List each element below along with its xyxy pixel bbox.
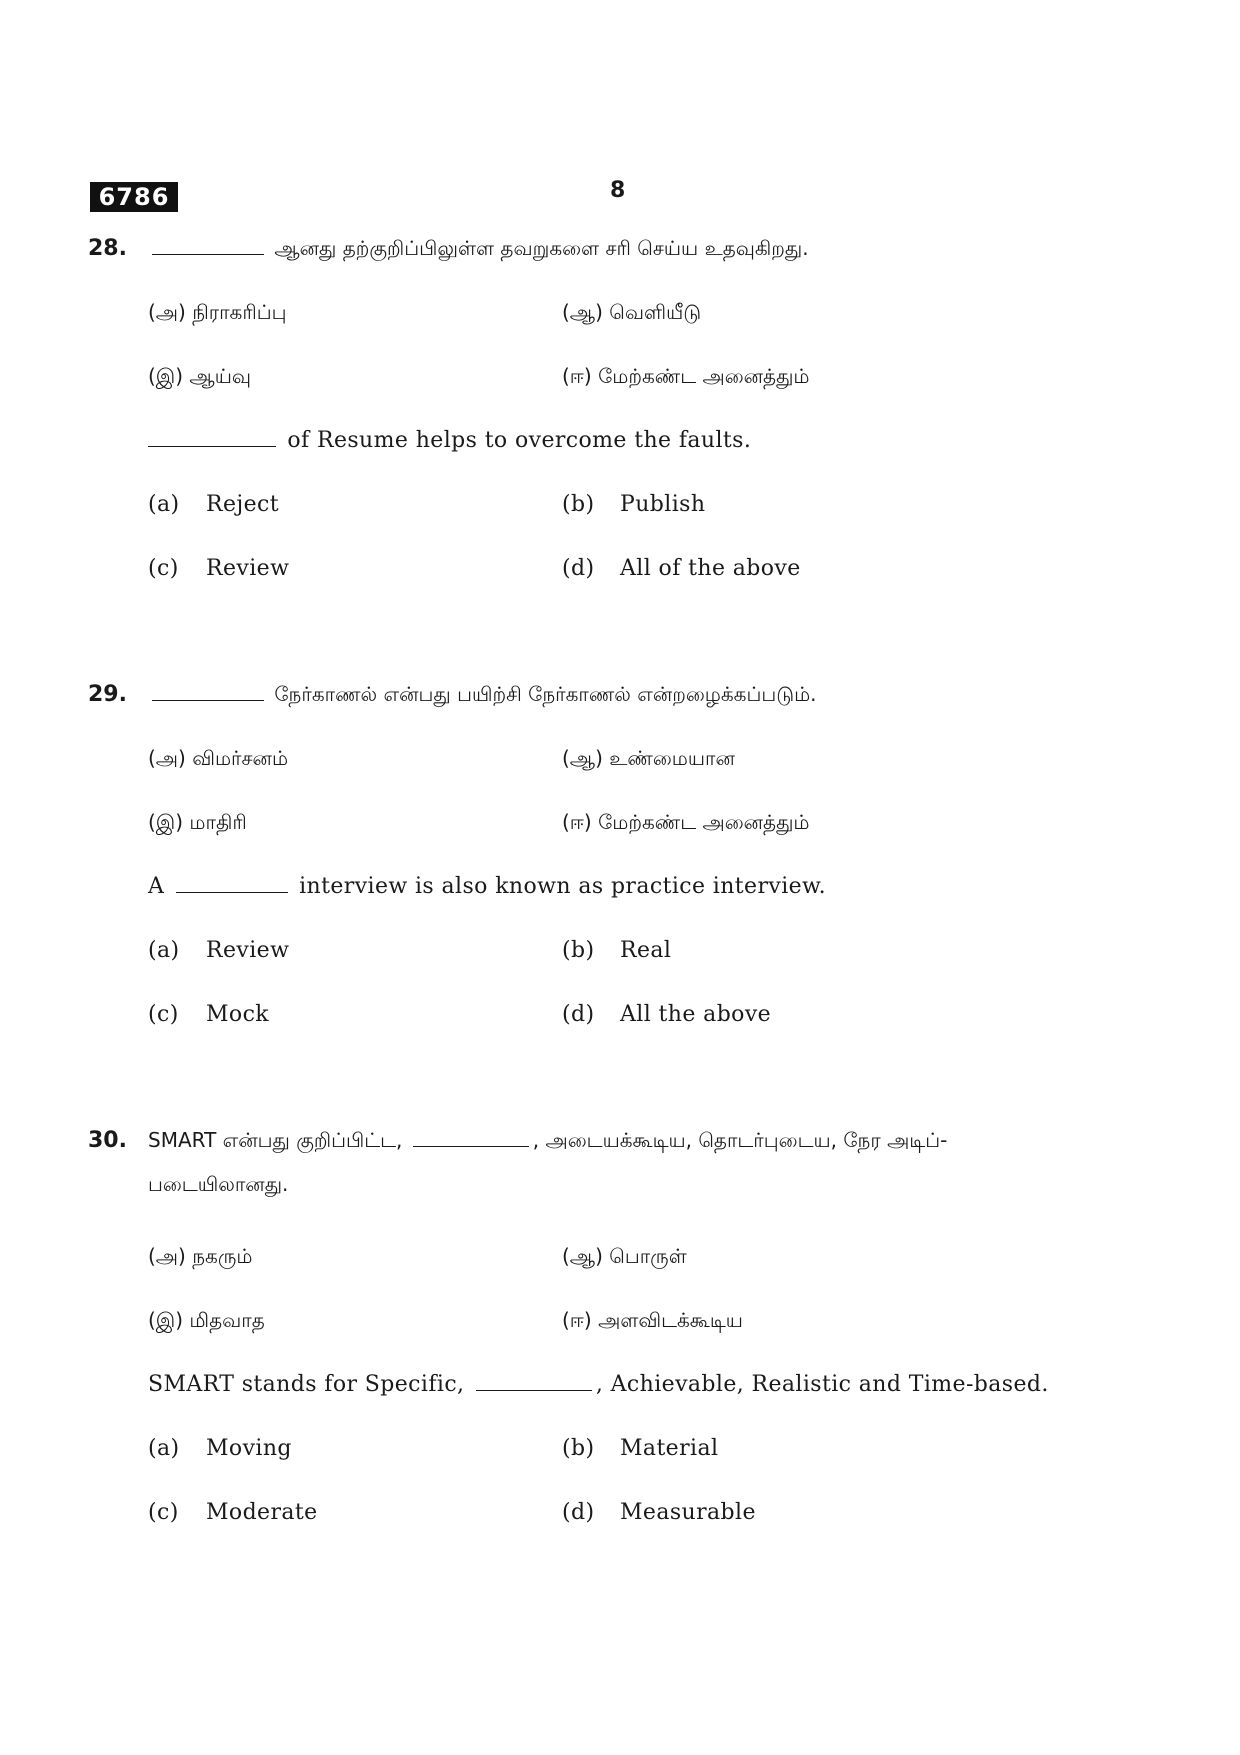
tamil-option-a: (அ) விமர்சனம் (148, 746, 289, 770)
tamil-option-a: (அ) நிராகரிப்பு (148, 300, 287, 324)
english-option-d: (d) All the above (562, 1002, 772, 1027)
english-option-b: (b) Publish (562, 492, 706, 517)
question-number: 30. (88, 1128, 127, 1153)
tamil-option-c: (இ) ஆய்வு (148, 364, 251, 388)
tamil-option-c: (இ) மாதிரி (148, 810, 247, 834)
question-english-text: SMART stands for Specific, , Achievable, Realistic and Time-based. (148, 1372, 1049, 1397)
english-option-d: (d) Measurable (562, 1500, 756, 1525)
page-number: 8 (610, 178, 626, 203)
answer-blank (413, 1145, 529, 1147)
english-option-b: (b) Real (562, 938, 672, 963)
question-number: 28. (88, 236, 127, 261)
english-option-c: (c) Mock (148, 1002, 270, 1027)
tamil-option-d: (ஈ) மேற்கண்ட அனைத்தும் (562, 810, 810, 834)
answer-blank (476, 1389, 592, 1391)
question-tamil-text: SMART என்பது குறிப்பிட்ட, , அடையக்கூடிய, தொடர்புடைய, நேர அடிப்- (148, 1128, 948, 1152)
answer-blank (176, 891, 288, 893)
english-option-c: (c) Review (148, 556, 290, 581)
question-tamil-text-continued: படையிலானது. (148, 1172, 289, 1196)
question-number: 29. (88, 682, 127, 707)
tamil-option-c: (இ) மிதவாத (148, 1308, 265, 1332)
english-option-a: (a) Reject (148, 492, 279, 517)
question-english-text: A interview is also known as practice interview. (148, 874, 827, 899)
english-option-a: (a) Review (148, 938, 290, 963)
english-option-d: (d) All of the above (562, 556, 801, 581)
tamil-option-d: (ஈ) மேற்கண்ட அனைத்தும் (562, 364, 810, 388)
answer-blank (152, 253, 264, 255)
english-option-b: (b) Material (562, 1436, 719, 1461)
tamil-option-b: (ஆ) பொருள் (562, 1244, 687, 1268)
answer-blank (148, 445, 276, 447)
answer-blank (152, 699, 264, 701)
paper-code-badge: 6786 (90, 182, 178, 212)
question-tamil-text: ஆனது தற்குறிப்பிலுள்ள தவறுகளை சரி செய்ய உதவுகிறது. (148, 236, 809, 263)
english-option-a: (a) Moving (148, 1436, 292, 1461)
tamil-option-b: (ஆ) வெளியீடு (562, 300, 702, 324)
tamil-option-a: (அ) நகரும் (148, 1244, 253, 1268)
tamil-option-d: (ஈ) அளவிடக்கூடிய (562, 1308, 743, 1332)
question-tamil-text: நேர்காணல் என்பது பயிற்சி நேர்காணல் என்றழைக்கப்படும். (148, 682, 817, 709)
tamil-option-b: (ஆ) உண்மையான (562, 746, 735, 770)
english-option-c: (c) Moderate (148, 1500, 318, 1525)
question-english-text: of Resume helps to overcome the faults. (148, 428, 751, 453)
